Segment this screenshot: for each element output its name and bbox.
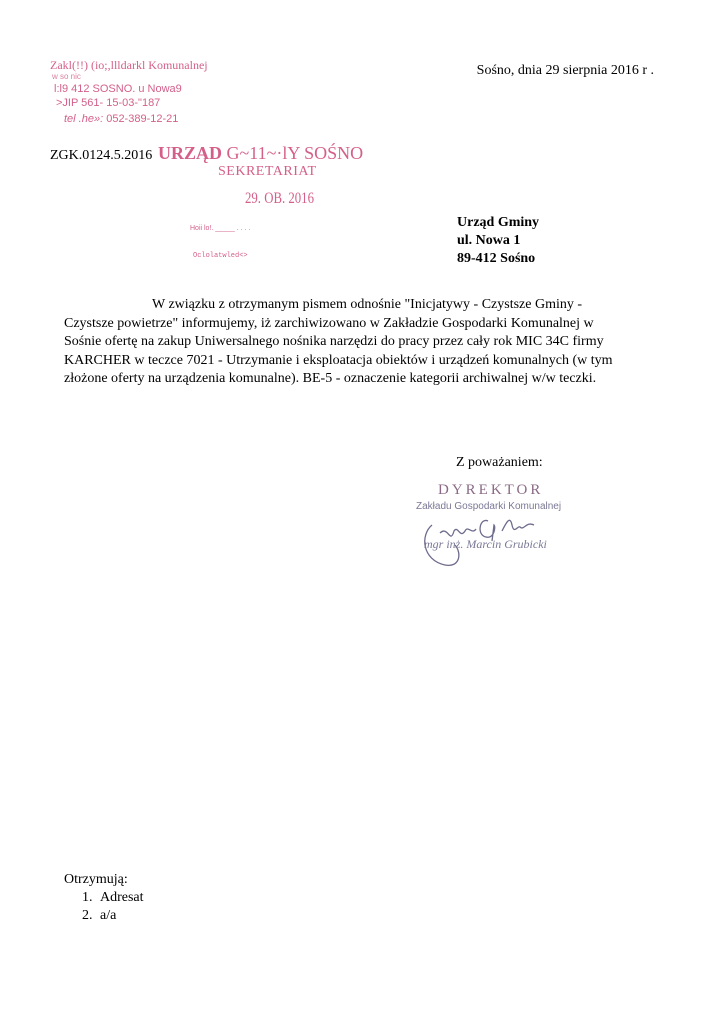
director-name: mgr inż. Marcin Grubicki [424, 537, 547, 551]
letter-body: W związku z otrzymanym pismem odnośnie "Inicjatywy - Czystsze Gminy - Czystsze powietrze" informujemy, iż zarchiwizowano w Zakładzie Gospodarki Komunalnej w Sośnie ofertę na zakup Uniwersalnego nośnika narzędzi do pracy przez cały rok MIC 34C firmy KARCHER w teczce 7021 - Utrzymanie i eksploatacja obiektów i urządzeń komunalnych (w tym złożone oferty na urządzenia komunalne). BE-5 - oznaczenie kategorii archiwalnej w/w teczki. [64, 297, 613, 386]
registry-stamp-attachments: Oclolatwled<> [193, 252, 248, 260]
recipient-street: ul. Nowa 1 [457, 233, 521, 248]
recipient-item: 1. Adresat [96, 889, 144, 907]
recipient-name: Urząd Gminy [457, 215, 540, 230]
registry-stamp-title-bold: URZĄD [158, 143, 223, 163]
registry-stamp-title-rest: G~11~·lY SOŚNO [222, 143, 364, 163]
recipient-address [457, 214, 539, 268]
recipient-item: 2. a/a [96, 907, 144, 925]
director-stamp-org: Zakładu Gospodarki Komunalnej [416, 501, 562, 512]
company-stamp-name: Zakl(!!) (io;,llldarkl Komunalnej [50, 58, 208, 72]
phone-prefix: tel .he»: [64, 113, 107, 125]
registry-stamp-date: 29. OB. 2016 [245, 190, 314, 207]
registry-stamp-title [158, 143, 363, 164]
closing-phrase: Z poważaniem: [456, 455, 543, 470]
recipients-list [64, 889, 144, 925]
company-stamp-location: w so nic [52, 72, 81, 81]
phone-number: 052-389-12-21 [106, 113, 179, 125]
company-stamp-address: l:l9 412 SOSNO. u Nowa9 [54, 83, 182, 95]
registry-stamp-number: Hoii lo!. _____ . . . . [190, 225, 251, 232]
director-stamp-title: DYREKTOR [438, 482, 544, 498]
place-date: Sośno, dnia 29 sierpnia 2016 r . [476, 63, 654, 78]
registry-stamp-subtitle: SEKRETARIAT [218, 164, 317, 179]
handwritten-signature [410, 495, 560, 575]
recipient-city: 89-412 Sośno [457, 251, 536, 266]
company-stamp-nip: >JIP 561- 15-03-"187 [56, 97, 161, 109]
recipients-label: Otrzymują: [64, 872, 128, 887]
company-header-stamp [50, 58, 290, 128]
reference-number: ZGK.0124.5.2016 [50, 148, 153, 163]
company-stamp-phone [64, 110, 290, 128]
